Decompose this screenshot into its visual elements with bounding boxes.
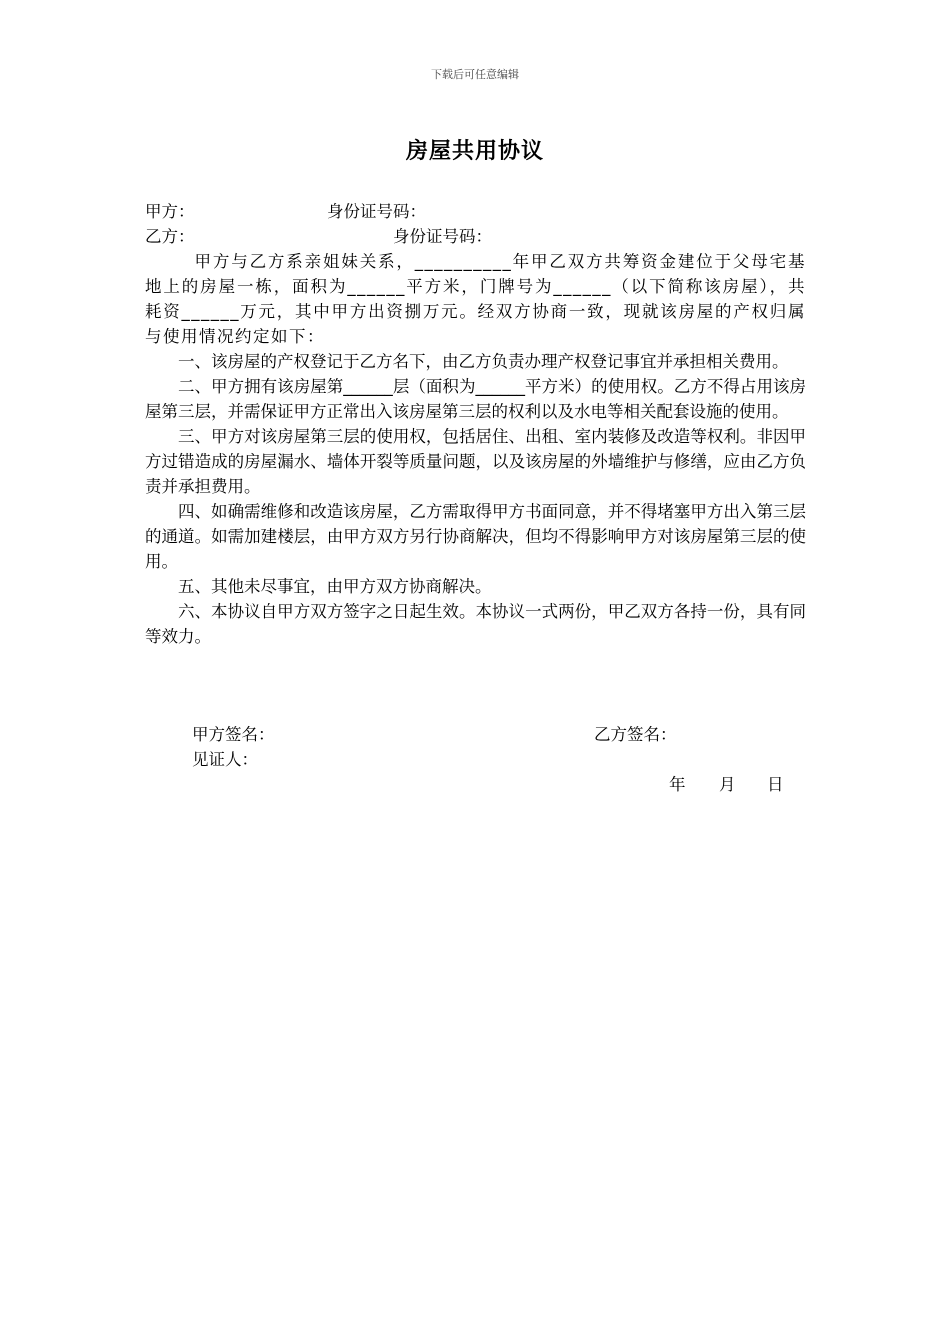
document-body [145,199,806,649]
party-a-label: 甲方： [145,202,195,221]
party-a-id-label: 身份证号码： [327,202,426,221]
clause-4: 四、如确需维修和改造该房屋，乙方需取得甲方书面同意，并不得堵塞甲方出入第三层的通道。如需加建楼层，由甲方双方另行协商解决，但均不得影响甲方对该房屋第三层的使用。 [145,502,806,571]
intro-paragraph: 甲方与乙方系亲姐妹关系，__________年甲乙双方共筹资金建位于父母宅基地上的房屋一栋，面积为______平方米，门牌号为______（以下简称该房屋），共耗资______万元，其中甲方出资捌万元。经双方协商一致，现就该房屋的产权归属与使用情况约定如下： [145,252,806,346]
party-a-line [145,199,806,224]
date-year-label: 年 [669,775,686,794]
party-a-signature-label: 甲方签名： [192,725,275,744]
party-b-label: 乙方： [145,227,195,246]
clause-6: 六、本协议自甲方双方签字之日起生效。本协议一式两份，甲乙双方各持一份，具有同等效力。 [145,602,806,646]
witness-label: 见证人： [192,750,258,769]
party-b-id-label: 身份证号码： [393,227,492,246]
clause-5: 五、其他未尽事宜，由甲方双方协商解决。 [178,577,492,596]
witness-row [145,747,806,772]
clause-2: 二、甲方拥有该房屋第______层（面积为______平方米）的使用权。乙方不得占用该房屋第三层，并需保证甲方正常出入该房屋第三层的权利以及水电等相关配套设施的使用。 [145,377,806,421]
header-note: 下载后可任意编辑 [431,68,519,81]
party-b-line [145,224,806,249]
signature-row [145,722,806,747]
signature-block [145,722,806,797]
clause-3: 三、甲方对该房屋第三层的使用权，包括居住、出租、室内装修及改造等权利。非因甲方过错造成的房屋漏水、墙体开裂等质量问题，以及该房屋的外墙维护与修缮，应由乙方负责并承担费用。 [145,427,806,496]
party-b-signature-label: 乙方签名： [594,725,677,744]
date-row [145,772,806,797]
clause-1: 一、该房屋的产权登记于乙方名下，由乙方负责办理产权登记事宜并承担相关费用。 [178,352,789,371]
date-day-label: 日 [767,775,784,794]
document-title: 房屋共用协议 [405,139,544,164]
date-month-label: 月 [719,775,736,794]
